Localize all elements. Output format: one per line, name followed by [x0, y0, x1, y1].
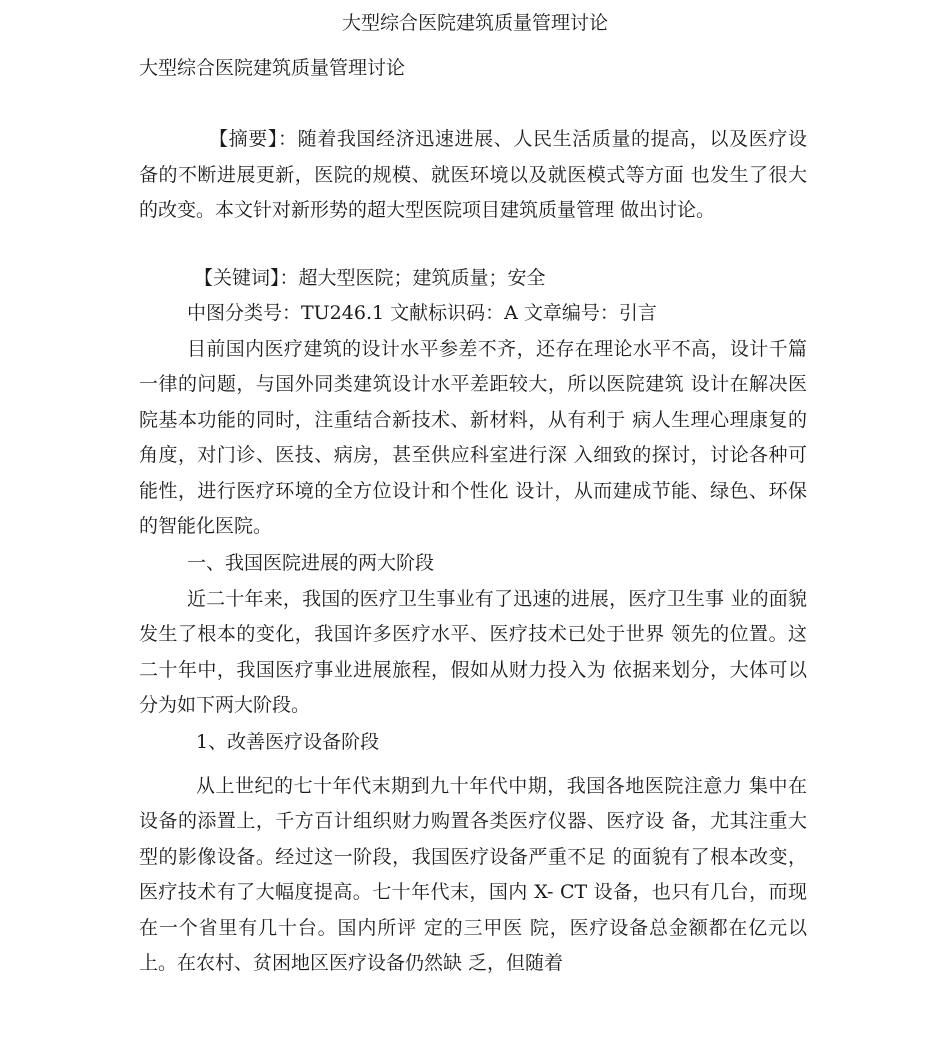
document-body: [139, 54, 807, 982]
subsection-heading: 1、改善医疗设备阶段: [196, 730, 380, 753]
classification-line: 中图分类号：TU246.1 文献标识码：A 文章编号：引言: [187, 302, 657, 324]
document-title: 大型综合医院建筑质量管理讨论: [139, 57, 406, 79]
section-paragraph: 近二十年来，我国的医疗卫生事业有了迅速的进展，医疗卫生事 业的面貌发生了根本的变化，我国许多医疗水平、医疗技术已处于世界 领先的位置。这二十年中，我国医疗事业进展旅程，假如从财力投入为 依据来划分，大体可以分为如下两大阶段。: [139, 587, 807, 716]
section-heading: 一、我国医院进展的两大阶段: [187, 551, 435, 574]
abstract-paragraph: 【摘要】：随着我国经济迅速进展、人民生活质量的提高，以及医疗设备的不断进展更新，医院的规模、就医环境以及就医模式等方面 也发生了很大的改变。本文针对新形势的超大型医院项目建筑质量管理 做出讨论。: [139, 128, 807, 221]
keywords-line: 【关键词】：超大型医院；建筑质量；安全: [194, 266, 546, 289]
running-header: 大型综合医院建筑质量管理讨论: [341, 12, 608, 34]
subsection-paragraph: 从上世纪的七十年代末期到九十年代中期，我国各地医院注意力 集中在设备的添置上，千方百计组织财力购置各类医疗仪器、医疗设 备，尤其注重大型的影像设备。经过这一阶段，我国医疗设备严重不足 的面貌有了根本改变，医疗技术有了大幅度提高。七十年代末，国内 X- CT 设备，也只有几台，而现在一个省里有几十台。国内所评 定的三甲医 院，医疗设备总金额都在亿元以上。在农村、贫困地区医疗设备仍然缺 乏，但随着: [139, 774, 807, 974]
intro-paragraph: 目前国内医疗建筑的设计水平参差不齐，还存在理论水平不高，设计千篇一律的问题，与国外同类建筑设计水平差距较大，所以医院建筑 设计在解决医院基本功能的同时，注重结合新技术、新材料，从有利于 病人生理心理康复的角度，对门诊、医技、病房，甚至供应科室进行深 入细致的探讨，讨论各种可能性，进行医疗环境的全方位设计和个性化 设计，从而建成节能、绿色、环保的智能化医院。: [139, 337, 807, 537]
